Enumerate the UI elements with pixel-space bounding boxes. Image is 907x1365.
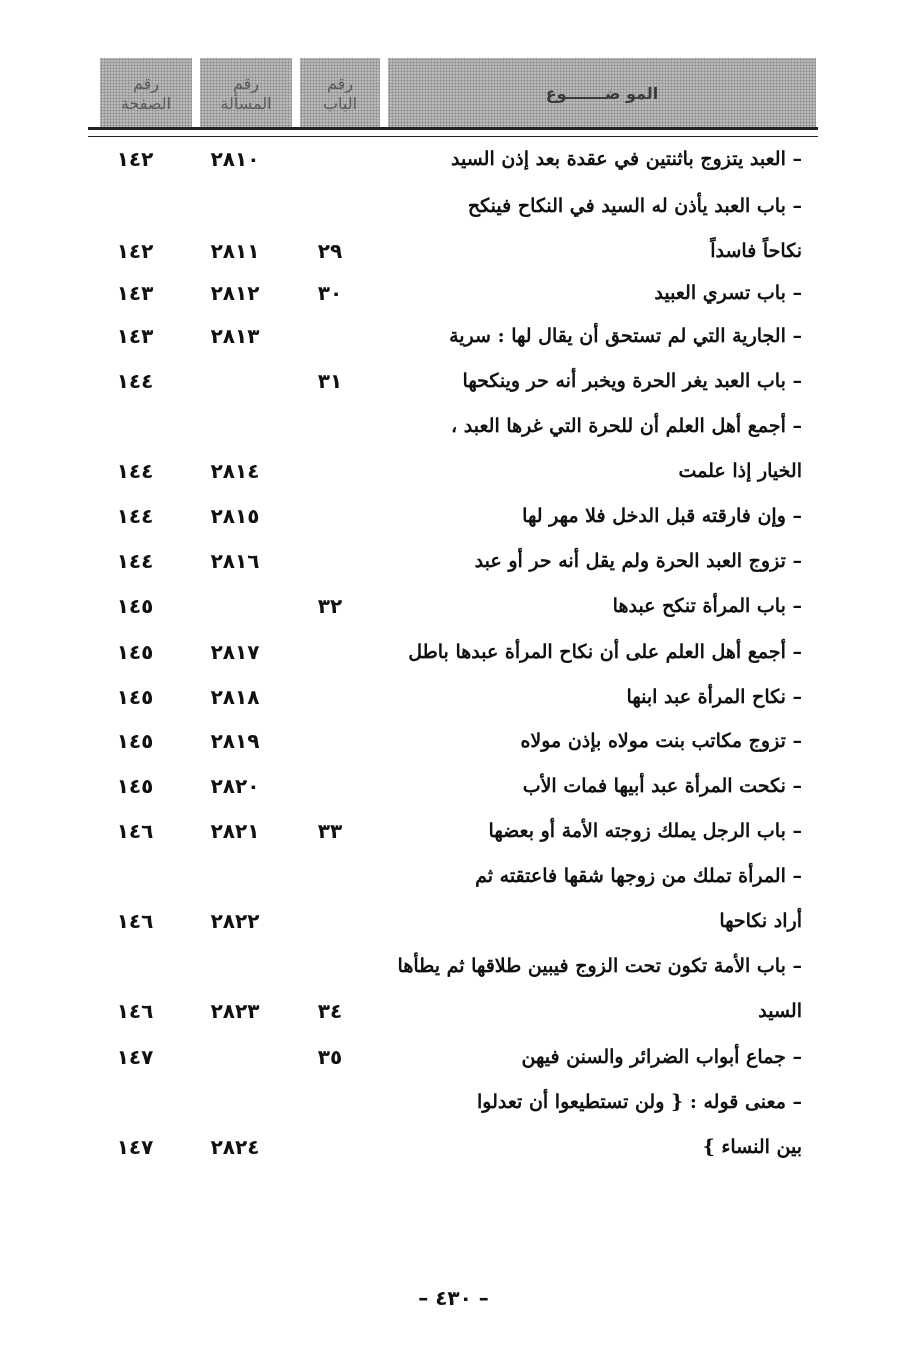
row-masala-number: ٢٨٢٠ xyxy=(210,774,260,798)
row-topic: – باب المرأة تنكح عبدها xyxy=(612,595,802,617)
row-bab-number xyxy=(290,496,370,536)
table-row xyxy=(0,811,907,851)
header-masala-line2: المسألة xyxy=(220,94,272,113)
row-page-number: ١٤٥ xyxy=(116,729,154,753)
row-masala-number: ٢٨١٥ xyxy=(210,504,260,528)
row-masala-number: ٢٨١٤ xyxy=(210,459,260,483)
row-bab-number xyxy=(290,1127,370,1167)
row-topic: أراد نكاحها xyxy=(719,910,802,932)
table-row xyxy=(0,1037,907,1077)
row-topic: – باب الأمة تكون تحت الزوج فيبين طلاقها ثم يطأها xyxy=(397,955,802,977)
table-row xyxy=(0,677,907,717)
row-page-number: ١٤٦ xyxy=(116,999,154,1023)
table-row xyxy=(0,406,907,446)
row-bab-number xyxy=(290,632,370,672)
row-bab-number xyxy=(290,316,370,356)
table-row xyxy=(0,766,907,806)
row-bab-number xyxy=(290,406,370,446)
row-masala-number xyxy=(190,946,280,986)
row-masala-number: ٢٨٢٢ xyxy=(210,909,260,933)
row-bab-number xyxy=(290,1082,370,1122)
row-topic: – باب تسري العبيد xyxy=(654,282,802,304)
row-bab-number xyxy=(290,901,370,941)
row-page-number xyxy=(95,856,175,896)
row-topic: – جماع أبواب الضرائر والسنن فيهن xyxy=(521,1046,802,1068)
table-row xyxy=(0,946,907,986)
row-masala-number xyxy=(190,361,280,401)
table-row xyxy=(0,186,907,226)
row-masala-number: ٢٨١٧ xyxy=(210,640,260,664)
header-bab-line2: الباب xyxy=(322,94,358,113)
row-topic: – أجمع أهل العلم أن للحرة التي غرها العبد ، xyxy=(451,415,802,437)
row-topic: – باب العبد يغر الحرة ويخبر أنه حر وينكحها xyxy=(462,370,802,392)
row-topic: بين النساء } xyxy=(702,1136,802,1158)
table-row xyxy=(0,316,907,356)
row-masala-number: ٢٨١٨ xyxy=(210,685,260,709)
table-row xyxy=(0,273,907,313)
table-row xyxy=(0,451,907,491)
row-masala-number: ٢٨١٣ xyxy=(210,324,260,348)
row-topic: – نكحت المرأة عبد أبيها فمات الأب xyxy=(522,775,802,797)
row-bab-number xyxy=(290,721,370,761)
row-bab-number xyxy=(290,186,370,226)
table-row xyxy=(0,586,907,626)
row-masala-number: ٢٨١٠ xyxy=(210,147,260,171)
row-bab-number: ٣٤ xyxy=(317,999,343,1023)
row-bab-number xyxy=(290,139,370,179)
row-masala-number xyxy=(190,1037,280,1077)
row-page-number: ١٤٦ xyxy=(116,819,154,843)
table-row xyxy=(0,496,907,536)
row-page-number: ١٤٥ xyxy=(116,594,154,618)
header-masala xyxy=(200,58,292,130)
row-topic: السيد xyxy=(758,1000,802,1022)
row-bab-number xyxy=(290,946,370,986)
row-masala-number: ٢٨١٩ xyxy=(210,729,260,753)
row-page-number: ١٤٧ xyxy=(116,1135,154,1159)
row-page-number: ١٤٢ xyxy=(116,147,154,171)
table-header xyxy=(92,58,816,130)
row-bab-number xyxy=(290,677,370,717)
row-page-number: ١٤٤ xyxy=(116,459,154,483)
row-topic: – الجارية التي لم تستحق أن يقال لها : سرية xyxy=(449,325,802,347)
row-masala-number: ٢٨١١ xyxy=(210,239,260,263)
row-page-number: ١٤٤ xyxy=(116,369,154,393)
table-row xyxy=(0,541,907,581)
page-number: – ٤٣٠ – xyxy=(418,1286,489,1310)
header-bab-line1: رقم xyxy=(326,74,354,93)
row-page-number xyxy=(95,946,175,986)
row-page-number: ١٤٣ xyxy=(116,324,154,348)
row-masala-number: ٢٨٢٣ xyxy=(210,999,260,1023)
row-page-number: ١٤٧ xyxy=(116,1045,154,1069)
row-page-number: ١٤٥ xyxy=(116,640,154,664)
row-topic: – باب العبد يأذن له السيد في النكاح فينكح xyxy=(467,195,802,217)
header-masala-line1: رقم xyxy=(232,74,260,93)
row-topic: الخيار إذا علمت xyxy=(678,460,802,482)
table-row xyxy=(0,991,907,1031)
row-bab-number xyxy=(290,856,370,896)
row-page-number: ١٤٢ xyxy=(116,239,154,263)
row-page-number: ١٤٥ xyxy=(116,774,154,798)
header-bab xyxy=(300,58,380,130)
row-bab-number xyxy=(290,766,370,806)
row-bab-number: ٣٢ xyxy=(317,594,343,618)
row-page-number xyxy=(95,186,175,226)
row-topic: – وإن فارقته قبل الدخل فلا مهر لها xyxy=(522,505,802,527)
table-row xyxy=(0,632,907,672)
header-safha-line1: رقم xyxy=(132,74,160,93)
row-topic: – باب الرجل يملك زوجته الأمة أو بعضها xyxy=(488,820,802,842)
row-topic: نكاحاً فاسداً xyxy=(710,240,802,262)
row-masala-number xyxy=(190,406,280,446)
row-bab-number: ٢٩ xyxy=(317,239,343,263)
table-row xyxy=(0,721,907,761)
table-row xyxy=(0,901,907,941)
row-bab-number: ٣٠ xyxy=(317,281,343,305)
row-page-number xyxy=(95,406,175,446)
table-row xyxy=(0,856,907,896)
row-topic: – تزوج العبد الحرة ولم يقل أنه حر أو عبد xyxy=(474,550,802,572)
row-bab-number xyxy=(290,541,370,581)
row-masala-number: ٢٨١٢ xyxy=(210,281,260,305)
table-row xyxy=(0,361,907,401)
row-masala-number xyxy=(190,1082,280,1122)
row-page-number: ١٤٣ xyxy=(116,281,154,305)
header-topic-label: المو ضـــــــوع xyxy=(545,84,659,103)
row-bab-number xyxy=(290,451,370,491)
header-divider xyxy=(88,127,818,137)
row-topic: – تزوج مكاتب بنت مولاه بإذن مولاه xyxy=(520,730,802,752)
row-page-number: ١٤٤ xyxy=(116,549,154,573)
row-page-number xyxy=(95,1082,175,1122)
row-topic: – العبد يتزوج باثنتين في عقدة بعد إذن السيد xyxy=(451,148,802,170)
header-safha-line2: الصفحة xyxy=(120,94,172,113)
row-page-number: ١٤٥ xyxy=(116,685,154,709)
row-topic: – المرأة تملك من زوجها شقها فاعتقته ثم xyxy=(475,865,802,887)
table-row xyxy=(0,139,907,179)
row-masala-number: ٢٨٢٤ xyxy=(210,1135,260,1159)
row-page-number: ١٤٤ xyxy=(116,504,154,528)
row-bab-number: ٣١ xyxy=(317,369,343,393)
row-masala-number xyxy=(190,856,280,896)
row-masala-number xyxy=(190,186,280,226)
row-masala-number xyxy=(190,586,280,626)
table-row xyxy=(0,231,907,271)
row-bab-number: ٣٥ xyxy=(317,1045,343,1069)
row-topic: – أجمع أهل العلم على أن نكاح المرأة عبدها باطل xyxy=(408,641,802,663)
header-safha xyxy=(100,58,192,130)
row-masala-number: ٢٨٢١ xyxy=(210,819,260,843)
row-topic: – معنى قوله : { ولن تستطيعوا أن تعدلوا xyxy=(477,1091,802,1113)
table-row xyxy=(0,1127,907,1167)
header-topic xyxy=(388,58,816,130)
row-page-number: ١٤٦ xyxy=(116,909,154,933)
row-masala-number: ٢٨١٦ xyxy=(210,549,260,573)
row-bab-number: ٣٣ xyxy=(317,819,343,843)
table-row xyxy=(0,1082,907,1122)
row-topic: – نكاح المرأة عبد ابنها xyxy=(626,686,802,708)
